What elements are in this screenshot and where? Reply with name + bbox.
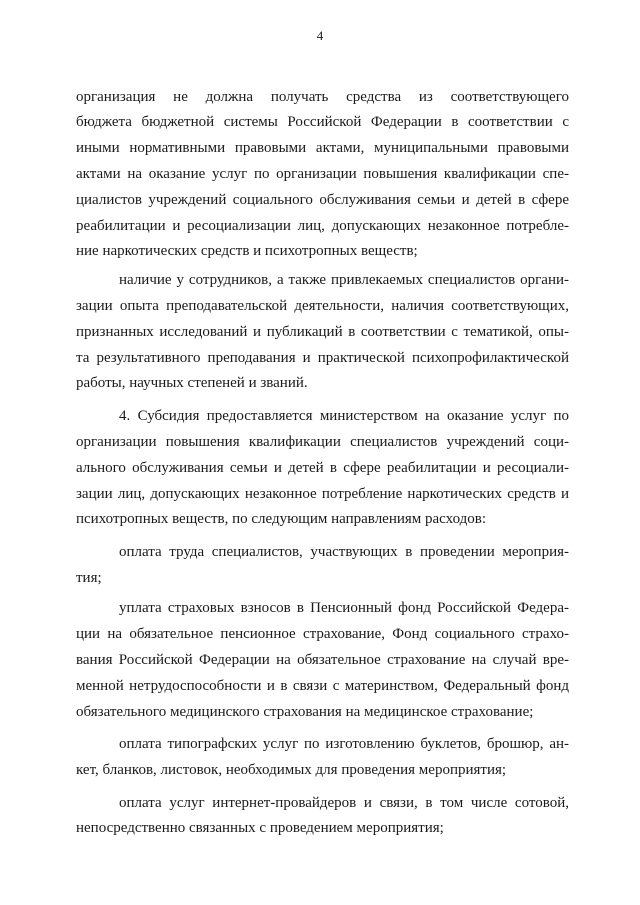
text-line: вания Российской Федерации на обязательное страхование на случай вре- xyxy=(76,652,569,668)
text-line: обязательного медицинского страхования на медицинское страхование; xyxy=(76,704,534,720)
text-line: оплата услуг интернет-провайдеров и связи, в том числе сотовой, xyxy=(119,795,569,811)
text-line: непосредственно связанных с проведением мероприятия; xyxy=(76,820,444,836)
text-line: уплата страховых взносов в Пенсионный фонд Российской Федера- xyxy=(119,600,569,616)
text-line: ального обслуживания семьи и детей в сфере реабилитации и ресоциали- xyxy=(76,460,569,476)
text-line: зации лиц, допускающих незаконное потребление наркотических средств и xyxy=(76,486,569,502)
text-line: иными нормативными правовыми актами, муниципальными правовыми xyxy=(76,140,569,156)
text-line: ции на обязательное пенсионное страхование, Фонд социального страхо- xyxy=(76,626,569,642)
text-line: кет, бланков, листовок, необходимых для проведения мероприятия; xyxy=(76,762,507,778)
text-line: циалистов учреждений социального обслуживания семьи и детей в сфере xyxy=(76,192,569,208)
text-line: 4. Субсидия предоставляется министерством на оказание услуг по xyxy=(119,408,569,424)
text-line: зации опыта преподавательской деятельности, наличия соответствующих, xyxy=(76,298,569,314)
page-number: 4 xyxy=(316,28,324,43)
text-line: психотропных веществ, по следующим направлениям расходов: xyxy=(76,511,487,527)
text-line: организации повышения квалификации специалистов учреждений соци- xyxy=(76,434,569,450)
text-line: оплата труда специалистов, участвующих в проведении мероприя- xyxy=(119,544,569,560)
text-line: признанных исследований и публикаций в соответствии с тематикой, опы- xyxy=(76,324,569,340)
text-line: реабилитации и ресоциализации лиц, допускающих незаконное потребле- xyxy=(76,218,569,234)
text-line: та результативного преподавания и практической психопрофилактической xyxy=(76,350,569,366)
text-line: оплата типографских услуг по изготовлению буклетов, брошюр, ан- xyxy=(119,736,569,752)
text-line: тия; xyxy=(76,570,102,586)
text-line: бюджета бюджетной системы Российской Федерации в соответствии с xyxy=(76,114,569,130)
text-line: ние наркотических средств и психотропных веществ; xyxy=(76,243,418,259)
text-line: актами на оказание услуг по организации повышения квалификации спе- xyxy=(76,166,569,182)
text-line: наличие у сотрудников, а также привлекаемых специалистов органи- xyxy=(119,272,569,288)
text-line: работы, научных степеней и званий. xyxy=(76,375,308,391)
text-line: организация не должна получать средства из соответствующего xyxy=(76,89,569,105)
text-line: менной нетрудоспособности и в связи с материнством, Федеральный фонд xyxy=(76,678,569,694)
